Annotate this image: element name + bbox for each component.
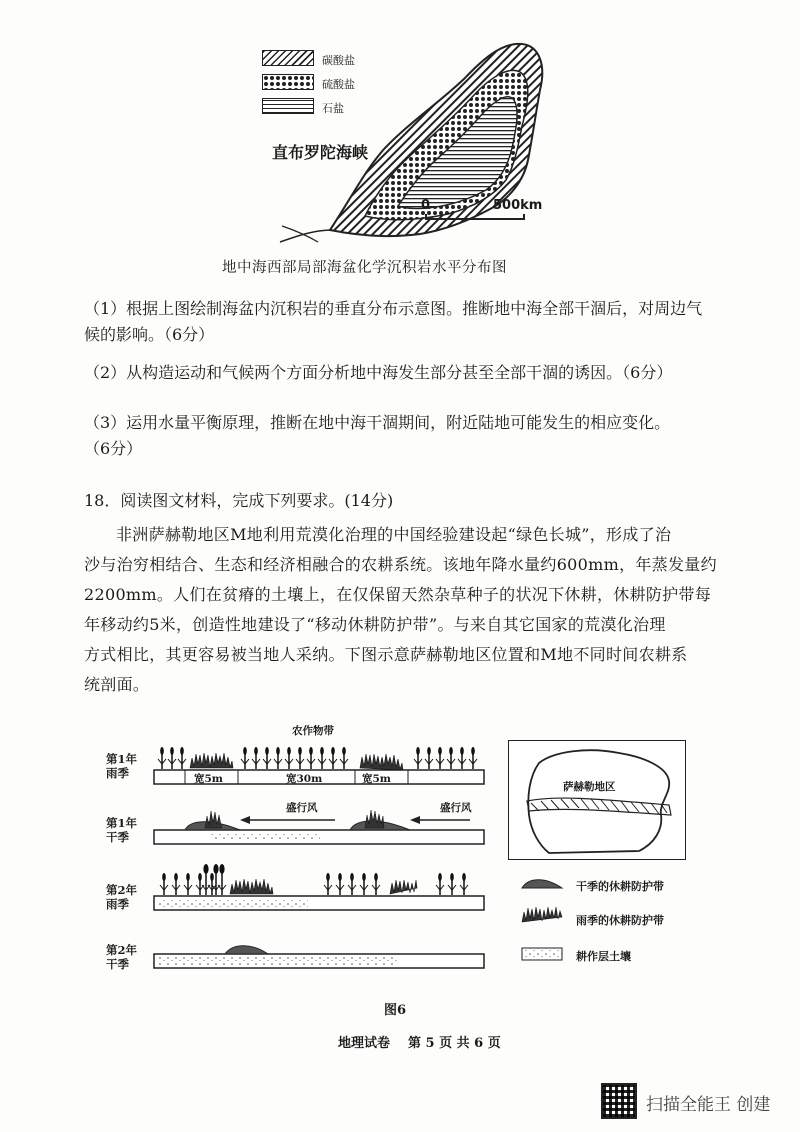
question-17-1	[84, 296, 774, 348]
sahel-locator-map	[508, 740, 686, 860]
row-label-y1-dry: 第1年 干季	[106, 816, 138, 844]
crop-plant-head	[162, 873, 166, 881]
question-17-2	[84, 360, 774, 386]
legend-dry-fallow: 干季的休耕防护带	[576, 880, 664, 893]
crop-plant-head	[450, 873, 454, 881]
rainy-fallow-band-1	[190, 753, 233, 768]
strait-label: 直布罗陀海峡	[272, 143, 369, 162]
crop-plant-head	[254, 747, 258, 755]
crop-plant-head	[462, 873, 466, 881]
crop-plant-head	[160, 747, 164, 755]
legend-sulfate-label: 硫酸盐	[322, 78, 355, 91]
crop-plant-head	[449, 747, 453, 755]
fig6-caption: 图6	[384, 1003, 407, 1018]
crop-plant-head	[331, 747, 335, 755]
rainy-fallow-standing-2	[365, 810, 384, 828]
q18-line-5: 方式相比，其更容易被当地人采纳。下图示意萨赫勒地区位置和M地不同时间农耕系	[84, 645, 688, 664]
crop-plant-head	[342, 747, 346, 755]
dry-fallow-legend-swatch	[522, 880, 562, 888]
crop-plant-head	[180, 747, 184, 755]
legend-rainy-fallow: 雨季的休耕防护带	[576, 914, 664, 927]
q17-1-line2: 候的影响。（6分）	[84, 325, 215, 344]
crop-plants-year2-rainy	[160, 864, 468, 895]
q18-line-6: 统剖面。	[84, 675, 150, 694]
crop-plant-head	[298, 747, 302, 755]
crop-plant-head	[213, 864, 218, 874]
wind-label-1: 盛行风	[286, 802, 318, 814]
crop-plant-head	[326, 873, 330, 881]
qr-code	[601, 1083, 637, 1119]
crop-plant-head	[170, 747, 174, 755]
scanner-watermark: 扫描全能王 创建	[646, 1095, 771, 1115]
crop-plant-head	[219, 864, 224, 874]
crop-band-label: 农作物带	[292, 725, 334, 737]
africa-outline	[509, 741, 685, 859]
row-label-y2-rainy: 第2年 雨季	[106, 883, 138, 911]
crop-plant-head	[427, 747, 431, 755]
sahel-band	[527, 798, 671, 815]
q17-2-line1: （2）从构造运动和气候两个方面分析地中海发生部分甚至全部干涸的诱因。（6分）	[84, 363, 673, 382]
fig6-legend	[520, 874, 720, 974]
footer-subject: 地理试卷	[338, 1036, 391, 1051]
crop-plant-head	[276, 747, 280, 755]
crop-plant-head	[210, 873, 214, 881]
q17-3-line2: （6分）	[84, 439, 143, 458]
crop-plant-head	[243, 747, 247, 755]
crop-plant-head	[350, 873, 354, 881]
width-label-5m-right: 宽5m	[362, 773, 391, 785]
rainy-fallow-band-2	[360, 754, 403, 770]
q18-line-4: 年移动约5米，创造性地建设了“移动休耕防护带”。与来自其它国家的荒漠化治理	[84, 615, 666, 634]
crop-plant-head	[374, 873, 378, 881]
sahel-region-label: 萨赫勒地区	[563, 781, 616, 793]
crop-plant-head	[287, 747, 291, 755]
q18-line-2: 沙与治穷相结合、生态和经济相融合的农耕系统。该地年降水量约600mm，年蒸发量约	[84, 555, 717, 574]
row-label-y2-dry: 第2年 干季	[106, 943, 138, 971]
width-label-30m: 宽30m	[286, 773, 323, 785]
rainy-fallow-band-3	[230, 879, 273, 894]
crop-plant-head	[265, 747, 269, 755]
crop-plant-head	[320, 747, 324, 755]
scale-end: 500km	[493, 198, 543, 213]
scale-zero: 0	[421, 198, 431, 213]
crop-plant-head	[338, 873, 342, 881]
crop-plant-head	[186, 873, 190, 881]
row-label-y1-rainy: 第1年 雨季	[106, 752, 138, 780]
soil-legend-swatch	[522, 948, 562, 960]
rainy-fallow-legend-swatch	[522, 907, 562, 922]
q18-line-1: 非洲萨赫勒地区M地利用荒漠化治理的中国经验建设起“绿色长城”，形成了治	[116, 525, 672, 544]
map1-caption: 地中海西部局部海盆化学沉积岩水平分布图	[222, 260, 507, 276]
crop-plant-head	[362, 873, 366, 881]
crop-plant-head	[416, 747, 420, 755]
dry-fallow-mound-3	[225, 946, 268, 954]
footer-page: 第 5 页 共 6 页	[408, 1036, 501, 1051]
crop-plant-head	[309, 747, 313, 755]
crop-plant-head	[460, 747, 464, 755]
legend-salt-label: 石盐	[322, 102, 344, 115]
wind-label-2: 盛行风	[440, 802, 472, 814]
legend-carbonate-label: 碳酸盐	[322, 54, 355, 67]
question-18-heading: 18．阅读图文材料，完成下列要求。(14分)	[84, 491, 394, 510]
question-17-3	[84, 410, 774, 462]
q17-1-line1: （1）根据上图绘制海盆内沉积岩的垂直分布示意图。推断地中海全部干涸后，对周边气	[84, 299, 703, 318]
question-18-text	[84, 520, 784, 700]
scale-line	[425, 218, 525, 220]
q18-line-3: 2200mm。人们在贫瘠的土壤上，在仅保留天然杂草种子的状况下休耕，休耕防护带每	[84, 585, 712, 604]
rainy-fallow-band-4	[390, 880, 417, 894]
scale-bar	[421, 198, 543, 226]
crop-plant-head	[203, 864, 208, 874]
crop-plant-head	[438, 873, 442, 881]
crop-plant-head	[438, 747, 442, 755]
crop-plant-head	[174, 873, 178, 881]
crop-plant-head	[471, 747, 475, 755]
rainy-fallow-standing-1	[205, 811, 222, 828]
legend-soil: 耕作层土壤	[576, 950, 631, 963]
crop-plant-head	[198, 873, 202, 881]
width-label-5m-left: 宽5m	[194, 773, 223, 785]
q17-3-line1: （3）运用水量平衡原理，推断在地中海干涸期间，附近陆地可能发生的相应变化。	[84, 413, 671, 432]
